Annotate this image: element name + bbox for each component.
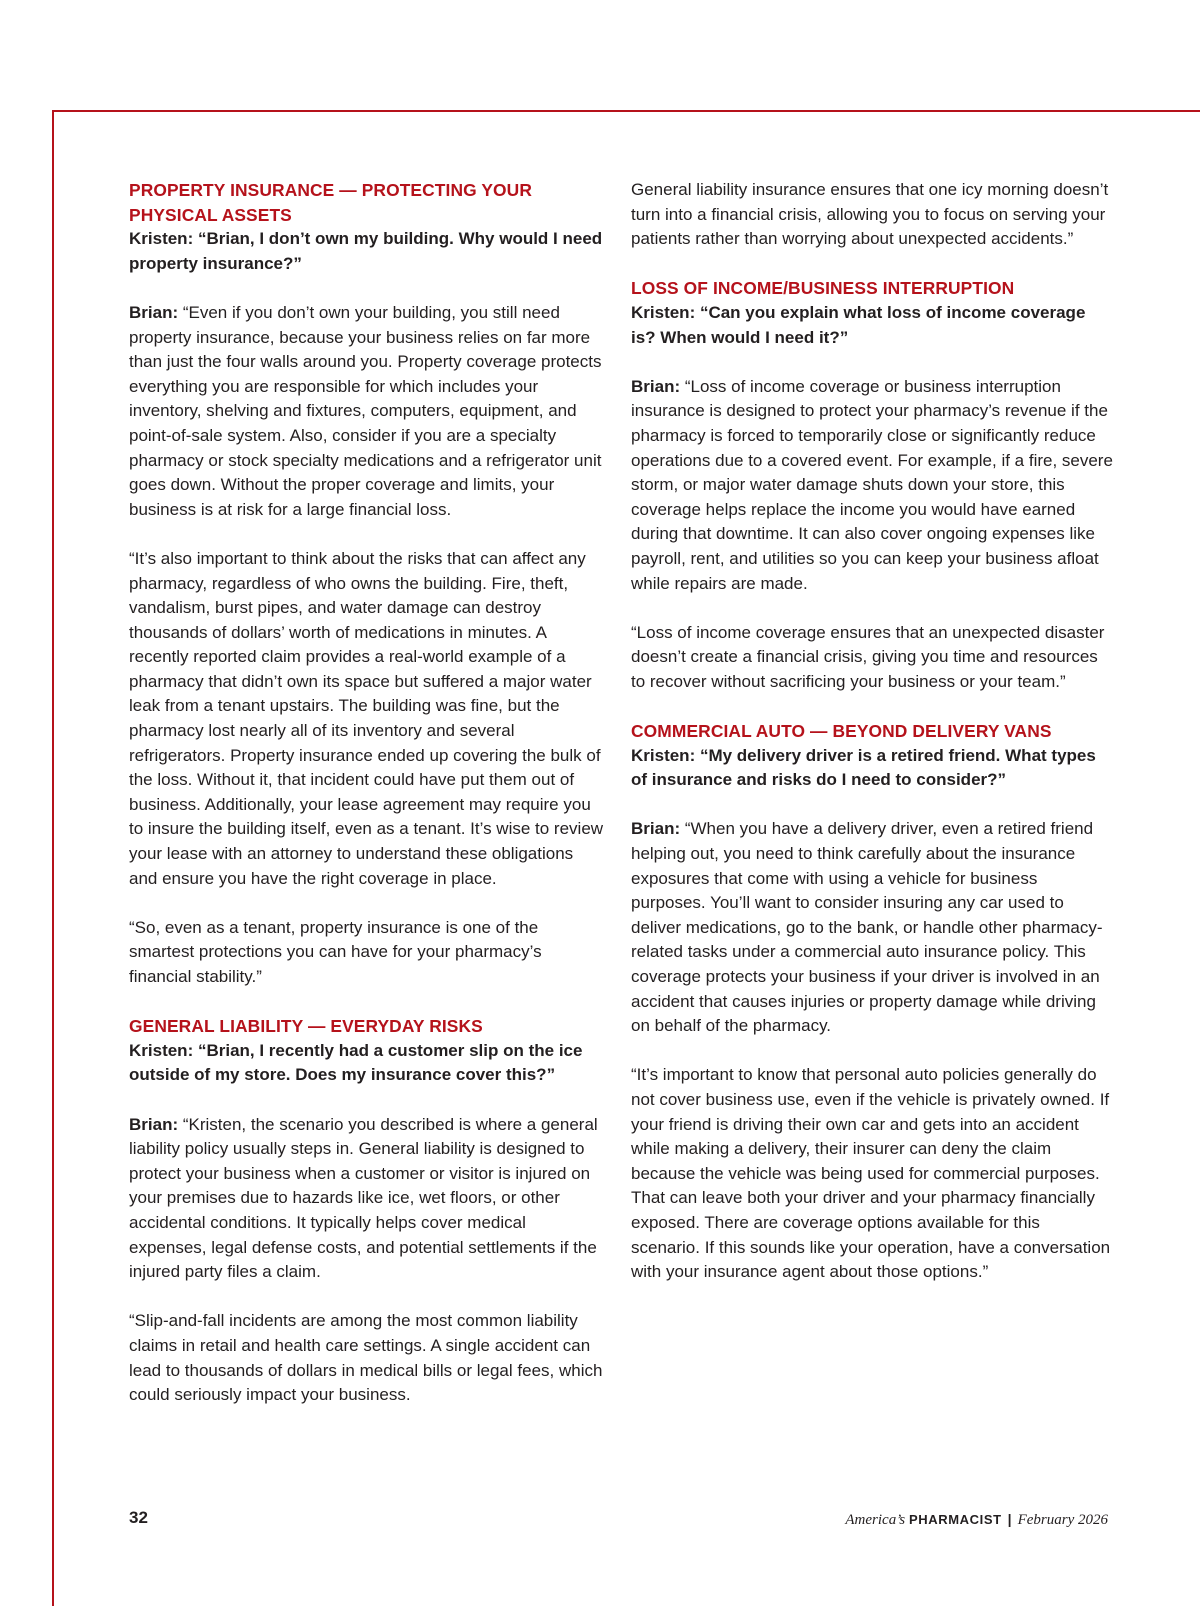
publication-name: PHARMACIST (909, 1512, 1002, 1527)
speaker-label: Brian: (129, 1114, 179, 1134)
section-heading: PROPERTY INSURANCE — PROTECTING YOUR PHYSICAL ASSETS (129, 180, 532, 225)
section-heading: LOSS OF INCOME/BUSINESS INTERRUPTION (631, 278, 1015, 299)
answer-paragraph (129, 1113, 605, 1285)
question: Kristen: “Brian, I don’t own my building. Why would I need property insurance?” (129, 229, 603, 273)
section-property-insurance (129, 178, 605, 990)
answer-paragraph: “It’s also important to think about the risks that can affect any pharmacy, regardless of who owns the building. Fire, theft, vandalism, burst pipes, and water damage can destroy thousands of dollars’ worth of medications in minutes. A recently reported claim provides a real-world example of a pharmacy that didn’t own its space but suffered a major water leak from a tenant upstairs. The building was fine, but the pharmacy lost nearly all of its inventory and several refrigerators. Property insurance ended up covering the bulk of the loss. Without it, that incident could have put them out of business. Additionally, your lease agreement may require you to insure the building itself, even as a tenant. It’s wise to review your lease with an attorney to understand these obligations and ensure you have the right coverage in place. (129, 548, 604, 888)
red-frame-left-rule (52, 110, 54, 1606)
section-general-liability (129, 1014, 605, 1408)
answer-text: “Loss of income coverage or business interruption insurance is designed to protect your pharmacy’s revenue if the pharmacy is forced to temporarily close or significantly reduce operations due to a covered event. For example, if a fire, severe storm, or major water damage shuts down your store, this coverage helps replace the income you would have earned during that downtime. It can also cover ongoing expenses like payroll, rent, and utilities so you can keep your business afloat while repairs are made. (631, 376, 1113, 593)
left-column (129, 178, 605, 1432)
speaker-label: Brian: (631, 376, 681, 396)
answer-paragraph: “Loss of income coverage ensures that an unexpected disaster doesn’t create a financial crisis, giving you time and resources to recover without sacrificing your business or your team.” (631, 622, 1105, 691)
publication-masthead (845, 1511, 1108, 1529)
answer-paragraph: “So, even as a tenant, property insurance is one of the smartest protections you can have for your pharmacy’s financial stability.” (129, 917, 542, 986)
red-frame-top-rule (52, 110, 1200, 112)
right-column (631, 178, 1113, 1309)
answer-text: “When you have a delivery driver, even a retired friend helping out, you need to think carefully about the insurance exposures that come with using a vehicle for business purposes. You’ll want to consider insuring any car used to deliver medications, go to the bank, or handle other pharmacy-related tasks under a commercial auto insurance policy. This coverage protects your business if your driver is involved in an accident that causes injuries or property damage while driving on behalf of the pharmacy. (631, 819, 1103, 1036)
answer-text: “Kristen, the scenario you described is where a general liability policy usually steps in. General liability is designed to protect your business when a customer or visitor is injured on your premises due to hazards like ice, wet floors, or other accidental conditions. It typically helps cover medical expenses, legal defense costs, and potential settlements if the injured party files a claim. (129, 1114, 598, 1282)
answer-paragraph (129, 301, 605, 522)
section-heading: GENERAL LIABILITY — EVERYDAY RISKS (129, 1016, 483, 1037)
answer-paragraph: “Slip-and-fall incidents are among the most common liability claims in retail and health care settings. A single accident can lead to thousands of dollars in medical bills or legal fees, which could seriously impact your business. (129, 1311, 603, 1405)
publication-prefix: America’s (845, 1512, 906, 1528)
answer-text: “Even if you don’t own your building, you still need property insurance, because your business relies on far more than just the four walls around you. Property coverage protects everything you are responsible for which includes your inventory, shelving and fixtures, computers, equipment, and point-of-sale system. Also, consider if you are a specialty pharmacy or stock specialty medications and a refrigerator unit goes down. Without the proper coverage and limits, your business is at risk for a large financial loss. (129, 302, 602, 519)
footer-separator: | (1007, 1511, 1012, 1527)
answer-paragraph (631, 817, 1113, 1038)
answer-paragraph-continued: General liability insurance ensures that one icy morning doesn’t turn into a financial crisis, allowing you to focus on serving your patients rather than worrying about unexpected accidents.” (631, 180, 1109, 249)
section-loss-of-income (631, 276, 1113, 694)
page-number: 32 (129, 1508, 148, 1527)
question: Kristen: “Can you explain what loss of income coverage is? When would I need it?” (631, 302, 1086, 347)
issue-date: February 2026 (1017, 1512, 1108, 1528)
speaker-label: Brian: (631, 819, 681, 839)
question: Kristen: “My delivery driver is a retired friend. What types of insurance and risks do I need to consider?” (631, 745, 1096, 790)
section-heading: COMMERCIAL AUTO — BEYOND DELIVERY VANS (631, 721, 1052, 742)
speaker-label: Brian: (129, 302, 179, 322)
answer-paragraph (631, 375, 1113, 596)
question: Kristen: “Brian, I recently had a customer slip on the ice outside of my store. Does my insurance cover this?” (129, 1040, 583, 1085)
answer-paragraph: “It’s important to know that personal auto policies generally do not cover business use, even if the vehicle is privately owned. If your friend is driving their own car and gets into an accident while making a delivery, their insurer can deny the claim because the vehicle was being used for commercial purposes. That can leave both your driver and your pharmacy financially exposed. There are coverage options available for this scenario. If this sounds like your operation, have a conversation with your insurance agent about those options.” (631, 1065, 1111, 1282)
section-commercial-auto (631, 719, 1113, 1285)
